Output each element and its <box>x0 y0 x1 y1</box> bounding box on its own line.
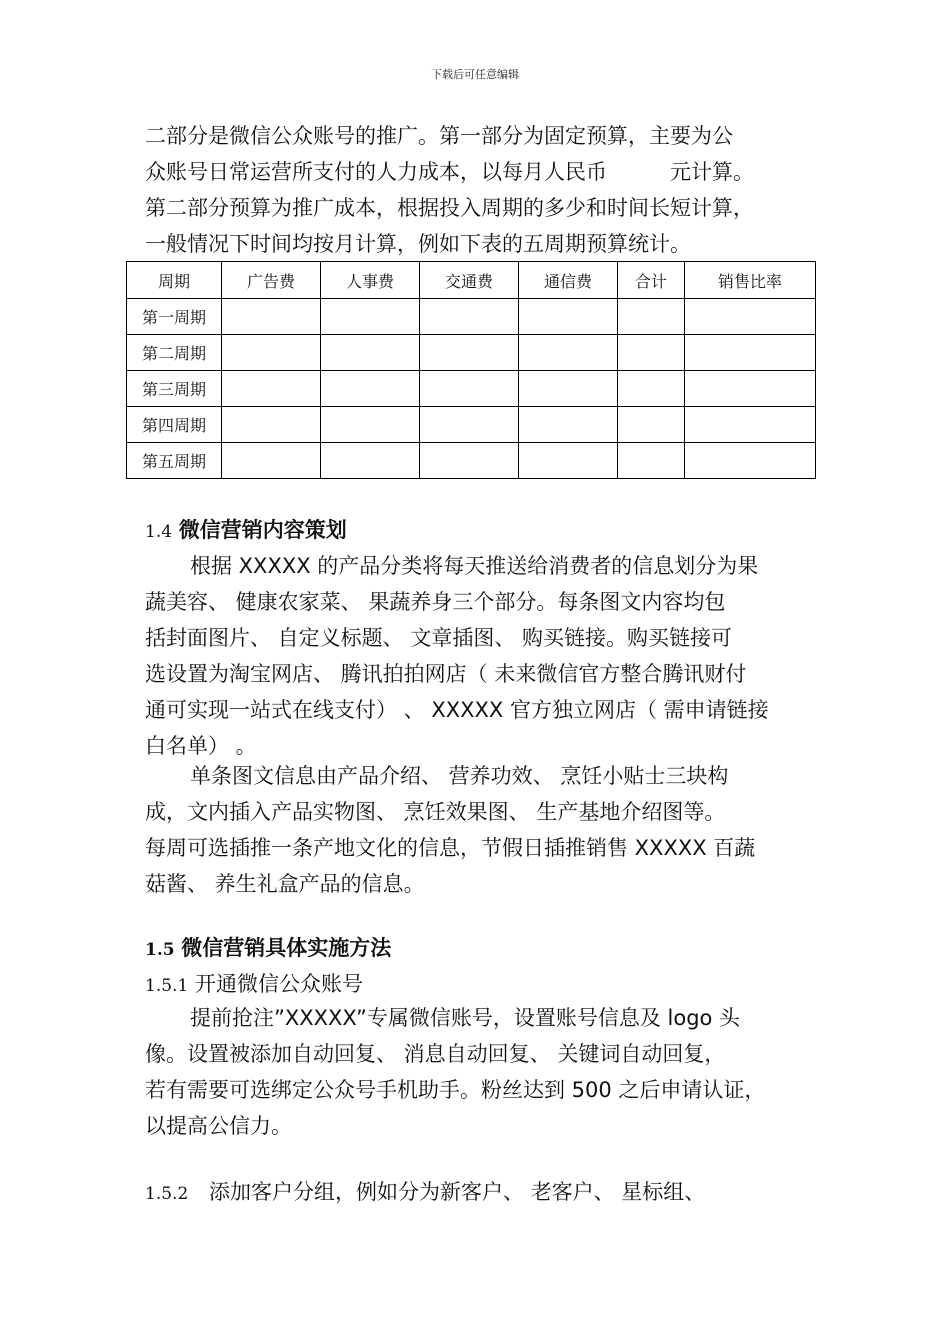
table-cell <box>519 443 618 479</box>
table-cell <box>222 299 321 335</box>
table-header-cell: 合计 <box>618 262 685 299</box>
table-cell <box>519 371 618 407</box>
table-cell <box>618 443 685 479</box>
table-row <box>127 407 816 443</box>
table-header-cell: 人事费 <box>321 262 420 299</box>
section-title: 微信营销内容策划 <box>178 518 347 542</box>
table-header-cell: 通信费 <box>519 262 618 299</box>
paragraph-line: 成，文内插入产品实物图、 烹饪效果图、 生产基地介绍图等。 <box>145 800 726 824</box>
table-header-cell: 周期 <box>127 262 222 299</box>
table-cell <box>321 407 420 443</box>
paragraph-line: 若有需要可选绑定公众号手机助手。粉丝达到 500 之后申请认证， <box>145 1078 766 1102</box>
section-number: 1.4 <box>145 522 173 542</box>
paragraph-line: 白名单） 。 <box>145 734 257 758</box>
table-header-row <box>127 262 816 299</box>
subsection-text: 添加客户分组，例如分为新客户、 老客户、 星标组、 <box>208 1180 706 1204</box>
table-cell <box>618 299 685 335</box>
page-header: 下载后可任意编辑 <box>431 68 519 81</box>
intro-line: 众账号日常运营所支付的人力成本，以每月人民币 元计算。 <box>145 160 754 184</box>
table-cell <box>618 407 685 443</box>
section-number: 1.5 <box>145 940 175 960</box>
paragraph-line: 括封面图片、 自定义标题、 文章插图、 购买链接。购买链接可 <box>145 626 733 650</box>
paragraph-line: 通可实现一站式在线支付） 、 XXXXX 官方独立网店（ 需申请链接 <box>145 698 769 722</box>
subsection-heading-1-5-1 <box>145 972 363 998</box>
table-cell <box>222 443 321 479</box>
paragraph-line: 蔬美容、 健康农家菜、 果蔬养身三个部分。每条图文内容均包 <box>145 590 726 614</box>
table-cell <box>420 443 519 479</box>
table-cell <box>321 335 420 371</box>
table-cell <box>222 371 321 407</box>
budget-table <box>126 261 816 479</box>
table-cell: 第一周期 <box>127 299 222 335</box>
table-cell <box>420 335 519 371</box>
table-cell: 第四周期 <box>127 407 222 443</box>
table-cell: 第五周期 <box>127 443 222 479</box>
subsection-number: 1.5.2 <box>145 1184 189 1204</box>
table-cell: 第三周期 <box>127 371 222 407</box>
table-cell <box>222 407 321 443</box>
table-row <box>127 443 816 479</box>
table-cell <box>684 335 815 371</box>
table-cell <box>684 371 815 407</box>
intro-line: 一般情况下时间均按月计算，例如下表的五周期预算统计。 <box>145 232 691 256</box>
intro-line: 第二部分预算为推广成本，根据投入周期的多少和时间长短计算， <box>145 196 754 220</box>
subsection-heading-1-5-2 <box>145 1180 705 1206</box>
table-cell <box>420 371 519 407</box>
table-cell <box>321 371 420 407</box>
table-cell <box>222 335 321 371</box>
table-cell <box>684 443 815 479</box>
section-heading-1-5 <box>145 936 391 962</box>
paragraph-line: 选设置为淘宝网店、 腾讯拍拍网店（ 未来微信官方整合腾讯财付 <box>145 662 747 686</box>
paragraph-line: 菇酱、 养生礼盒产品的信息。 <box>145 872 425 896</box>
table-cell <box>420 299 519 335</box>
table-cell <box>519 407 618 443</box>
table-cell <box>519 335 618 371</box>
table-row <box>127 371 816 407</box>
table-cell <box>321 443 420 479</box>
table-cell <box>684 407 815 443</box>
table-row <box>127 335 816 371</box>
paragraph-line: 单条图文信息由产品介绍、 营养功效、 烹饪小贴士三块构 <box>190 764 729 788</box>
table-cell <box>684 299 815 335</box>
table-cell: 第二周期 <box>127 335 222 371</box>
intro-line: 二部分是微信公众账号的推广。第一部分为固定预算，主要为公 <box>145 124 733 148</box>
paragraph-line: 每周可选插推一条产地文化的信息，节假日插推销售 XXXXX 百蔬 <box>145 836 756 860</box>
paragraph-line: 以提高公信力。 <box>145 1114 292 1138</box>
subsection-title: 开通微信公众账号 <box>194 972 363 996</box>
paragraph-line: 像。设置被添加自动回复、 消息自动回复、 关键词自动回复， <box>145 1042 726 1066</box>
section-title: 微信营销具体实施方法 <box>181 936 392 960</box>
subsection-number: 1.5.1 <box>145 976 189 996</box>
section-heading-1-4 <box>145 518 347 544</box>
table-header-cell: 交通费 <box>420 262 519 299</box>
table-row <box>127 299 816 335</box>
table-header-cell: 广告费 <box>222 262 321 299</box>
table-cell <box>618 335 685 371</box>
table-header-cell: 销售比率 <box>684 262 815 299</box>
table-cell <box>618 371 685 407</box>
table-cell <box>321 299 420 335</box>
table-cell <box>420 407 519 443</box>
paragraph-line: 根据 XXXXX 的产品分类将每天推送给消费者的信息划分为果 <box>190 554 759 578</box>
paragraph-line: 提前抢注”XXXXX”专属微信账号，设置账号信息及 logo 头 <box>190 1006 741 1030</box>
table-cell <box>519 299 618 335</box>
